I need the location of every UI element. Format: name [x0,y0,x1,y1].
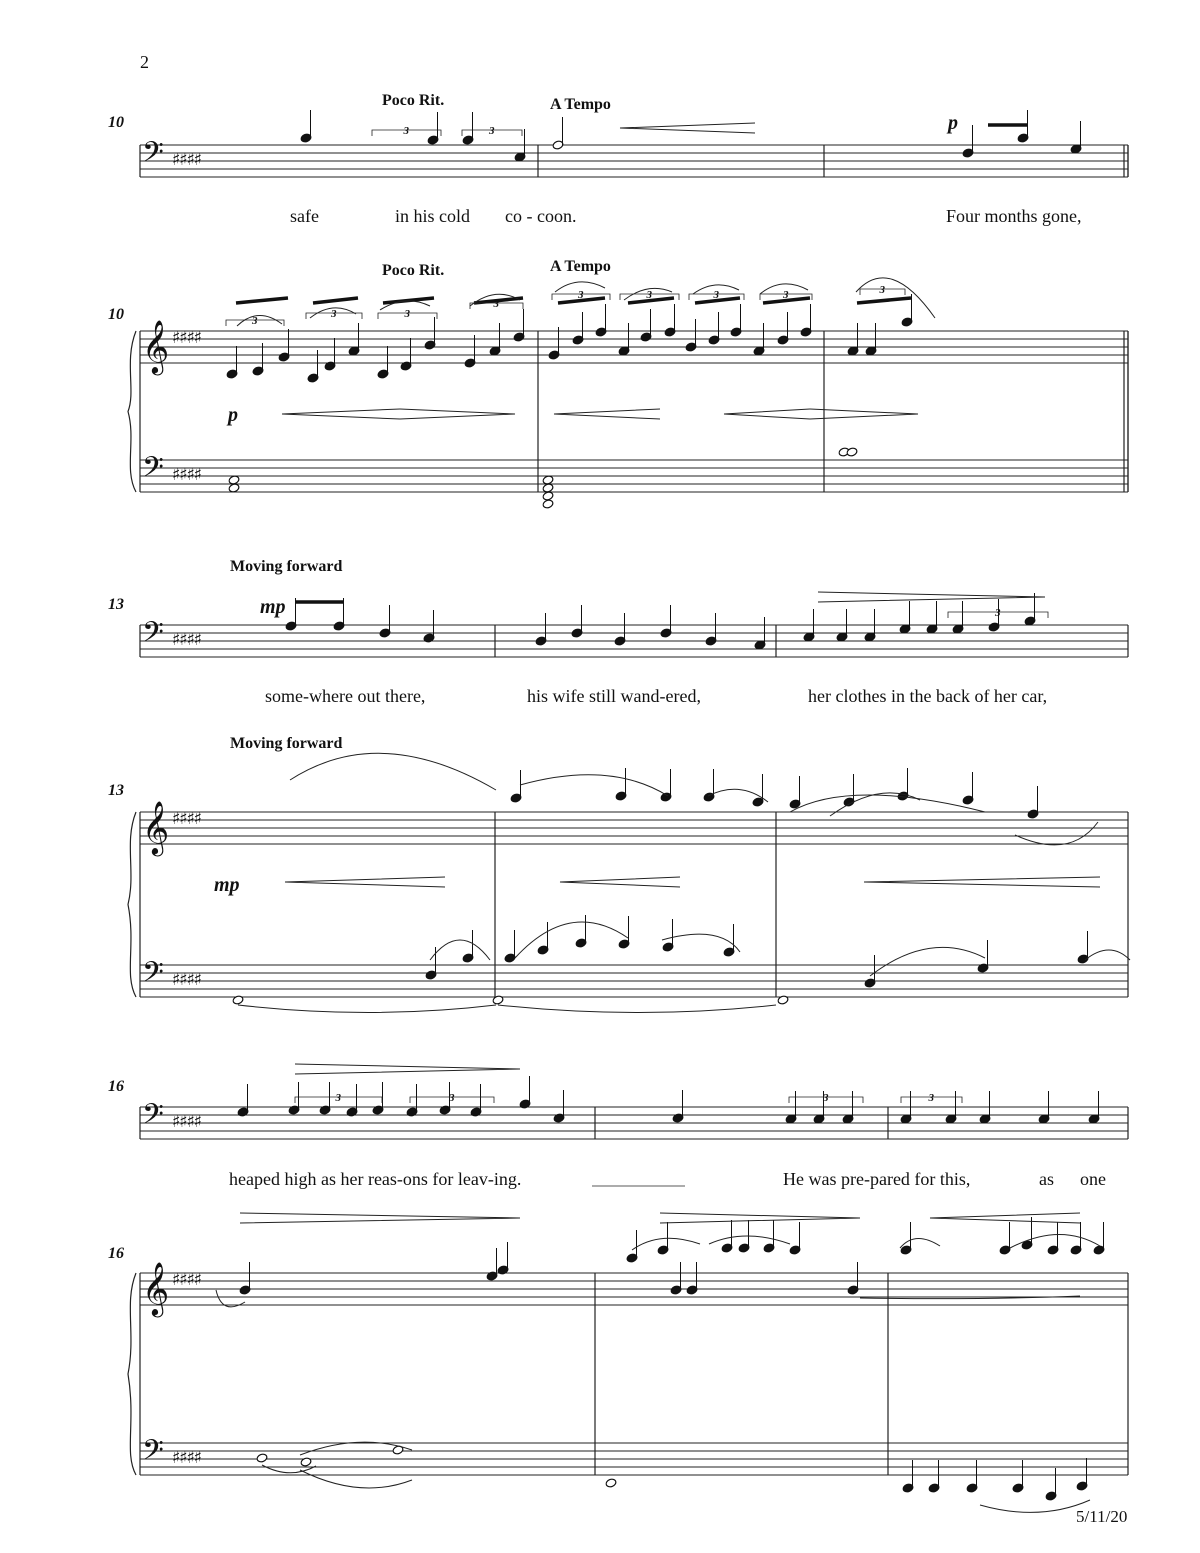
dynamic-marking: mp [260,596,286,618]
measure-number-voice: 13 [108,596,124,613]
key-signature: ♯♯♯♯ [172,1270,201,1290]
triplet-number: 3 [928,1092,934,1104]
bass-clef: 𝄢 [142,451,164,491]
slur [1085,950,1130,960]
key-signature: ♯♯♯♯ [172,328,201,348]
bass-clef: 𝄢 [142,1434,164,1474]
triplet-number: 3 [335,1092,341,1104]
note-head [777,995,789,1005]
slur [709,1236,790,1244]
treble-clef: 𝄞 [142,1261,170,1315]
triplet-number: 3 [823,1092,829,1104]
decrescendo-hairpin [810,409,918,419]
key-signature: ♯♯♯♯ [172,970,201,990]
decrescendo-hairpin [660,1213,860,1223]
triplet-number: 3 [331,308,337,320]
crescendo-hairpin [554,409,660,419]
key-signature: ♯♯♯♯ [172,630,201,650]
lyric: her clothes in the back of her car, [808,686,1048,706]
crescendo-hairpin [864,877,1100,887]
brace [128,1273,136,1475]
slur [790,795,985,812]
lyric: heaped high as her reas-ons for leav-ing. [229,1169,522,1189]
lyric: some-where out there, [265,686,426,706]
tempo-mark: A Tempo [550,96,611,113]
slur [520,775,668,796]
triplet-number: 3 [995,607,1001,619]
tempo-mark: Poco Rit. [382,262,445,279]
crescendo-hairpin [620,123,755,133]
slur [515,922,628,958]
clefs [142,136,201,1474]
lyric: as [1039,1169,1054,1189]
decrescendo-hairpin [295,1064,520,1074]
dynamic-marking: p [228,404,238,426]
bass-clef: 𝄢 [142,616,164,656]
bass-clef: 𝄢 [142,956,164,996]
slur [430,940,490,960]
lyric: one [1080,1169,1106,1189]
triplet-number: 3 [713,289,719,301]
measure-number-voice: 16 [108,1078,124,1095]
slur [300,1470,412,1488]
crescendo-hairpin [930,1213,1080,1223]
footer-date: 5/11/20 [1076,1507,1128,1526]
key-signature: ♯♯♯♯ [172,809,201,829]
triplet-number: 3 [646,289,652,301]
slur [262,1465,316,1473]
key-signature: ♯♯♯♯ [172,150,201,170]
notes [226,110,1105,1501]
lyric: Four months gone, [946,206,1082,226]
crescendo-hairpin [285,877,445,887]
bass-clef: 𝄢 [142,1098,164,1138]
treble-clef: 𝄞 [142,800,170,854]
decrescendo-hairpin [400,409,515,419]
dynamic-marking: mp [214,874,240,896]
beam [236,298,288,303]
note-head [492,995,504,1005]
note-head [542,499,554,509]
decrescendo-hairpin [240,1213,520,1223]
decrescendo-hairpin [818,592,1045,602]
crescendo-hairpin [560,877,680,887]
treble-clef: 𝄞 [142,319,170,373]
triplet-number: 3 [493,298,499,310]
triplet-number: 3 [404,308,410,320]
slur [980,1500,1090,1512]
triplet-number: 3 [449,1092,455,1104]
tempo-mark: A Tempo [550,258,611,275]
lyric: in his cold [395,206,470,226]
key-signature: ♯♯♯♯ [172,1448,201,1468]
key-signature: ♯♯♯♯ [172,465,201,485]
tempo-mark: Moving forward [230,558,343,575]
note-head [232,995,244,1005]
lyric: safe [290,206,319,226]
page-number: 2 [140,52,149,72]
measure-number-piano: 13 [108,782,124,799]
slur [870,947,985,976]
measure-number-piano: 16 [108,1245,124,1262]
brace [128,812,136,997]
triplet-number: 3 [252,315,258,327]
note-head [605,1478,617,1488]
dynamic-marking: p [948,112,958,134]
slur [1015,822,1098,845]
measure-number-piano: 10 [108,306,124,323]
note-head [256,1453,268,1463]
brace [128,331,136,492]
slur [498,1005,776,1013]
crescendo-hairpin [724,409,810,419]
measure-number-voice: 10 [108,114,124,131]
bass-clef: 𝄢 [142,136,164,176]
triplet-number: 3 [403,125,409,137]
tempo-mark: Poco Rit. [382,92,445,109]
triplet-number: 3 [578,289,584,301]
triplet-number: 3 [879,284,885,296]
beam [313,298,358,303]
triplet-brackets [251,125,1001,1104]
note-head [300,1457,312,1467]
triplet-number: 3 [783,289,789,301]
slur [290,753,496,790]
slur [238,1005,496,1013]
tempo-mark: Moving forward [230,735,343,752]
lyric: He was pre-pared for this, [783,1169,971,1189]
lyric: his wife still wand-ered, [527,686,701,706]
lyric: co - coon. [505,206,577,226]
key-signature: ♯♯♯♯ [172,1112,201,1132]
crescendo-hairpin [282,409,400,419]
triplet-number: 3 [489,125,495,137]
beam [857,298,911,303]
slur [237,315,282,326]
